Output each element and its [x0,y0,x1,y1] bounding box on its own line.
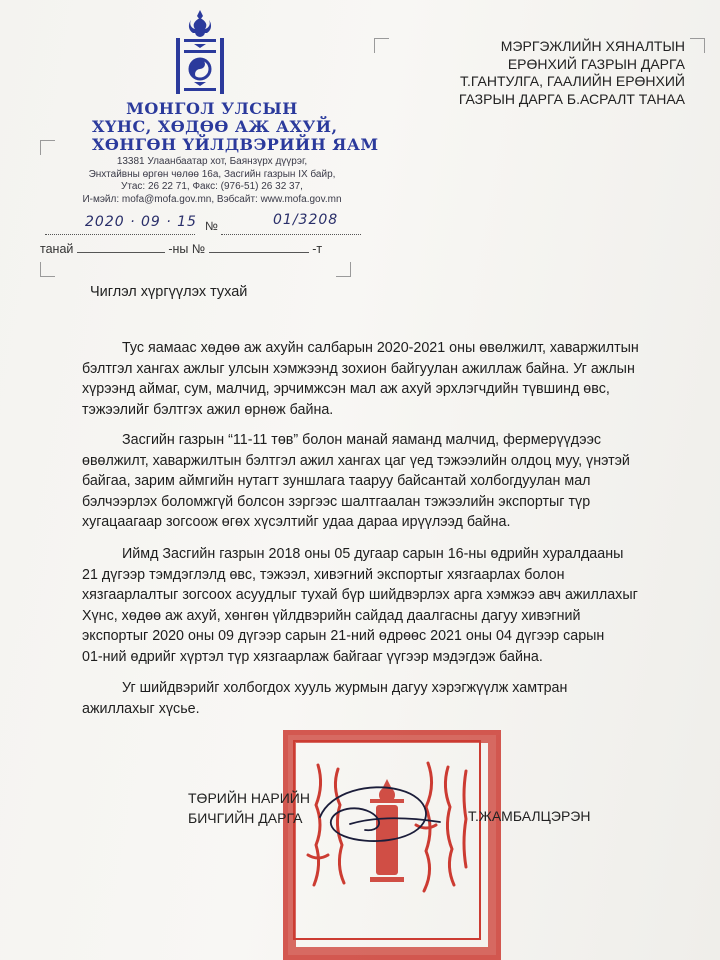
body-paragraph-4 [82,678,672,719]
p1-line-4: тэжээлийг бэлтгэх ажил өрнөж байна. [82,401,334,418]
p2-line-5: хугацаагаар зогсоож өгөх хүсэлтийг удаа дараа ирүүлээд байна. [82,514,511,530]
p2-line-2: өвөлжилт, хаваржилтын бэлтгэл ажил хангах цаг үед тэжээлийн олдоц муу, үнэтэй [82,452,630,469]
tanai-label: танай [40,242,74,256]
reply-reference-line [40,242,360,256]
reference-line [45,212,365,236]
body-paragraph-1 [82,338,672,420]
p3-line-6: 01-ний өдрийг хүртэл түр хязгаарлаж байгааг үүгээр мэдэгдэж байна. [82,648,543,665]
addressee-line-2: ЕРӨНХИЙ ГАЗРЫН ДАРГА [507,55,685,72]
p3-line-5: экспортыг 2020 оны 09 дүгээр сарын 21-ний өдрөөс 2021 оны 04 дүгээр сарын [82,628,605,644]
p4-line-1: Уг шийдвэрийг холбогдох хууль журмын дагуу хэрэгжүүлж хамтран [122,680,568,696]
handwritten-signature-icon [310,772,450,852]
letter-subject: Чиглэл хүргүүлэх тухай [90,284,248,300]
p1-line-3: хүрээнд аймаг, сум, малчид, эрчимжсэн мал аж ахуй эрхлэгчдийн түвшинд өвс, [82,381,610,397]
ministry-contact [42,156,382,206]
addressee-block [385,38,685,108]
signatory-title-line-1: ТӨРИЙН НАРИЙН [188,790,310,806]
address-line-2: Энхтайвны өргөн чөлөө 16а, Засгийн газрын IX байр, [88,168,336,180]
p3-line-2: 21 дүгээр тэмдэглэлд өвс, тэжээл, хивэгний экспортыг хязгаарлах болон [82,566,565,583]
p2-line-3: байгаа, зарим аймгийн нутагт зуншлага тааруу байсантай холбогдуулан мал [82,473,591,489]
soyombo-emblem-icon [170,8,230,94]
signatory-title [188,788,310,828]
letter-date: 2020 · 09 · 15 [85,214,197,230]
address-line-1: 13381 Улаанбаатар хот, Баянзүрх дүүрэг, [116,156,308,167]
letter-number: 01/3208 [273,212,339,228]
p3-line-4: Хүнс, хөдөө аж ахуй, хөнгөн үйлдвэрийн сайдад даалгасны дагуу хивэгний [82,607,581,624]
body-paragraph-3 [82,544,672,667]
signatory-name: Т.ЖАМБАЛЦЭРЭН [468,808,591,824]
email-line: И-мэйл: mofa@mofa.gov.mn, Вэбсайт: www.mofa.gov.mn [82,193,342,205]
p4-line-2: ажиллахыг хүсье. [82,700,200,717]
p2-line-1: Засгийн газрын “11-11 төв” болон манай яаманд малчид, фермерүүдээс [122,432,602,448]
number-label: № [205,219,218,233]
t-label: -т [312,242,323,256]
phone-line: Утас: 26 22 71, Факс: (976-51) 26 32 37, [121,181,303,193]
ny-label: -ны № [168,242,206,256]
ministry-name [92,99,379,154]
body-paragraph-2 [82,430,672,533]
ministry-line-2: ХҮНС, ХӨДӨӨ АЖ АХУЙ, [92,117,338,136]
signatory-title-line-2: БИЧГИЙН ДАРГА [188,810,303,826]
ministry-line-3: ХӨНГӨН ҮЙЛДВЭРИЙН ЯАМ [92,135,379,154]
p1-line-1: Тус яамаас хөдөө аж ахуйн салбарын 2020-2021 оны өвөлжилт, хаваржилтын [122,340,639,356]
addressee-line-4: ГАЗРЫН ДАРГА Б.АСРАЛТ ТАНАА [458,90,685,107]
ministry-line-1: МОНГОЛ УЛСЫН [126,99,298,118]
p1-line-2: бэлтгэл хангах ажлыг улсын хэмжээнд зохион байгуулан ажиллаж байна. Уг ажлын [82,360,635,377]
p2-line-4: бэлчээрлэх боломжгүй болсон зэргээс шалтгаалан тэжээлийн экспортыг түр [82,493,591,510]
p3-line-1: Иймд Засгийн газрын 2018 оны 05 дугаар сарын 16-ны өдрийн хуралдааны [122,546,624,562]
p3-line-3: хязгаарлалтыг зогсоох асуудлыг тухай бүр шийдвэрлэх арга хэмжээ авч ажиллахыг [82,587,638,603]
addressee-line-3: Т.ГАНТУЛГА, ГААЛИЙН ЕРӨНХИЙ [460,73,685,89]
addressee-line-1: МЭРГЭЖЛИЙН ХЯНАЛТЫН [500,38,685,54]
